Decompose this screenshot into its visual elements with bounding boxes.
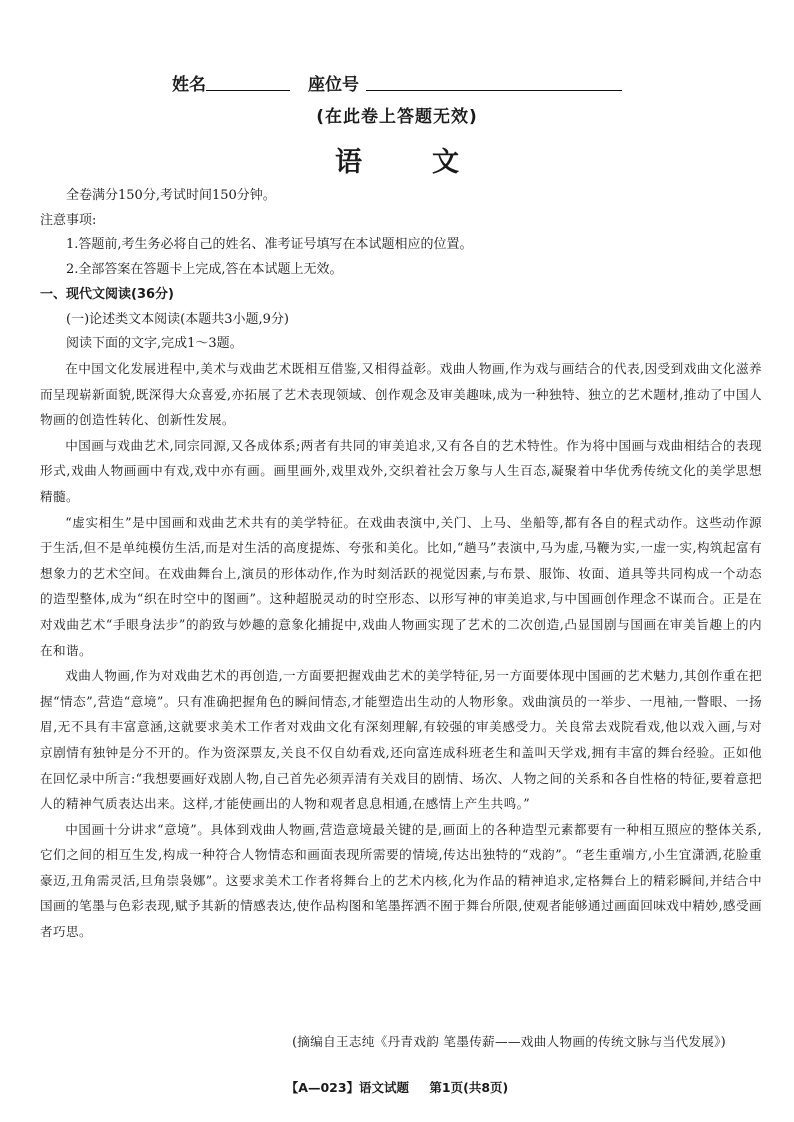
instructions: [40, 184, 762, 357]
exam-code: 【A—023】语文试题: [285, 1080, 410, 1095]
subject-title: [0, 140, 794, 179]
note-item: 2.全部答案在答题卡上完成,答在本试题上无效。: [66, 262, 343, 278]
subject-title-char: 文: [432, 147, 459, 178]
article-paragraph: “虚实相生”是中国画和戏曲艺术共有的美学特征。在戏曲表演中,关门、上马、坐船等,都有各自的程式动作。这些动作源于生活,但不是单纯模仿生活,而是对生活的高度提炼、夸张和美化。比如,“趟马”表演中,马为虚,马鞭为实,一虚一实,构筑起富有想象力的艺术空间。在戏曲舞台上,演员的形体动作,作为时刻活跃的视觉因素,与布景、服饰、妆面、道具等共同构成一个动态的造型整体,成为“织在时空中的图画”。这种超脱灵动的时空形态、以形写神的审美追求,与中国画创作理念不谋而合。正是在对戏曲艺术“手眼身法步”的韵致与妙趣的意象化捕捉中,戏曲人物画实现了艺术的二次创造,凸显国剧与国画在审美旨趣上的内在和谐。: [40, 514, 762, 658]
article-paragraph: 戏曲人物画,作为对戏曲艺术的再创造,一方面要把握戏曲艺术的美学特征,另一方面要体现中国画的艺术魅力,其创作重在把握“情态”,营造“意境”。只有准确把握角色的瞬间情态,才能塑造出生动的人物形象。戏曲演员的一举步、一甩袖,一瞥眼、一扬眉,无不具有丰富意涵,这就要求美术工作者对戏曲文化有深刻理解,有较强的审美感受力。关良常去戏院看戏,他以戏入画,与对京剧情有独钟是分不开的。作为资深票友,关良不仅自幼看戏,还向富连成科班老生和盖叫天学戏,拥有丰富的舞台经验。正如他在回忆录中所言:“我想要画好戏剧人物,自己首先必须弄清有关戏目的剧情、场次、人物之间的关系和各自性格的特征,要着意把人的精神气质表达出来。这样,才能使画出的人物和观者息息相通,在感情上产生共鸣。”: [40, 668, 762, 812]
invalid-answer-notice: (在此卷上答题无效): [316, 107, 478, 127]
reading-instruction: 阅读下面的文字,完成1～3题。: [66, 336, 243, 352]
section-heading: 一、现代文阅读(36分): [40, 286, 174, 302]
name-label: 姓名: [172, 75, 206, 95]
page-number: 第1页(共8页): [429, 1080, 509, 1095]
notes-label: 注意事项:: [40, 212, 97, 228]
name-blank: [206, 90, 290, 91]
article-paragraph: 中国画十分讲求“意境”。具体到戏曲人物画,营造意境最关键的是,画面上的各种造型元素都要有一种相互照应的整体关系,它们之间的相互生发,构成一种符合人物情态和画面表现所需要的情境,传达出独特的“戏韵”。“老生重端方,小生宜潇洒,花脸重豪迈,丑角需灵活,旦角崇袅娜”。这要求美术工作者将舞台上的艺术内核,化为作品的精神追求,定格舞台上的精彩瞬间,并结合中国画的笔墨与色彩表现,赋予其新的情感表达,使作品构图和笔墨挥洒不囿于舞台所限,使观者能够通过画面回味戏中精妙,感受画者巧思。: [40, 821, 762, 940]
candidate-info-line: [0, 70, 794, 96]
score-line: 全卷满分150分,考试时间150分钟。: [66, 188, 276, 203]
note-item: 1.答题前,考生务必将自己的姓名、准考证号填写在本试题相应的位置。: [66, 237, 473, 253]
page-footer: [0, 1078, 794, 1096]
article-source: (摘编自王志纯《丹青戏韵 笔墨传薪——戏曲人物画的传统文脉与当代发展》): [292, 1034, 726, 1049]
seat-label: 座位号: [308, 75, 359, 95]
article-paragraph: 中国画与戏曲艺术,同宗同源,又各成体系;两者有共同的审美追求,又有各自的艺术特性。作为将中国画与戏曲相结合的表现形式,戏曲人物画画中有戏,戏中亦有画。画里画外,戏里戏外,交织着社会万象与人生百态,凝聚着中华优秀传统文化的美学思想精髓。: [40, 437, 762, 504]
article-paragraph: 在中国文化发展进程中,美术与戏曲艺术既相互借鉴,又相得益彰。戏曲人物画,作为戏与画结合的代表,因受到戏曲文化滋养而呈现崭新面貌,既深得大众喜爱,亦拓展了艺术表现领域、创作观念及审美趣味,成为一种独特、独立的艺术题材,推动了中国人物画的创造性转化、创新性发展。: [40, 361, 762, 428]
seat-blank: [366, 90, 622, 91]
sub-section-heading: (一)论述类文本阅读(本题共3小题,9分): [66, 311, 289, 327]
subject-title-char: 语: [335, 147, 362, 178]
article-body: [40, 356, 762, 945]
